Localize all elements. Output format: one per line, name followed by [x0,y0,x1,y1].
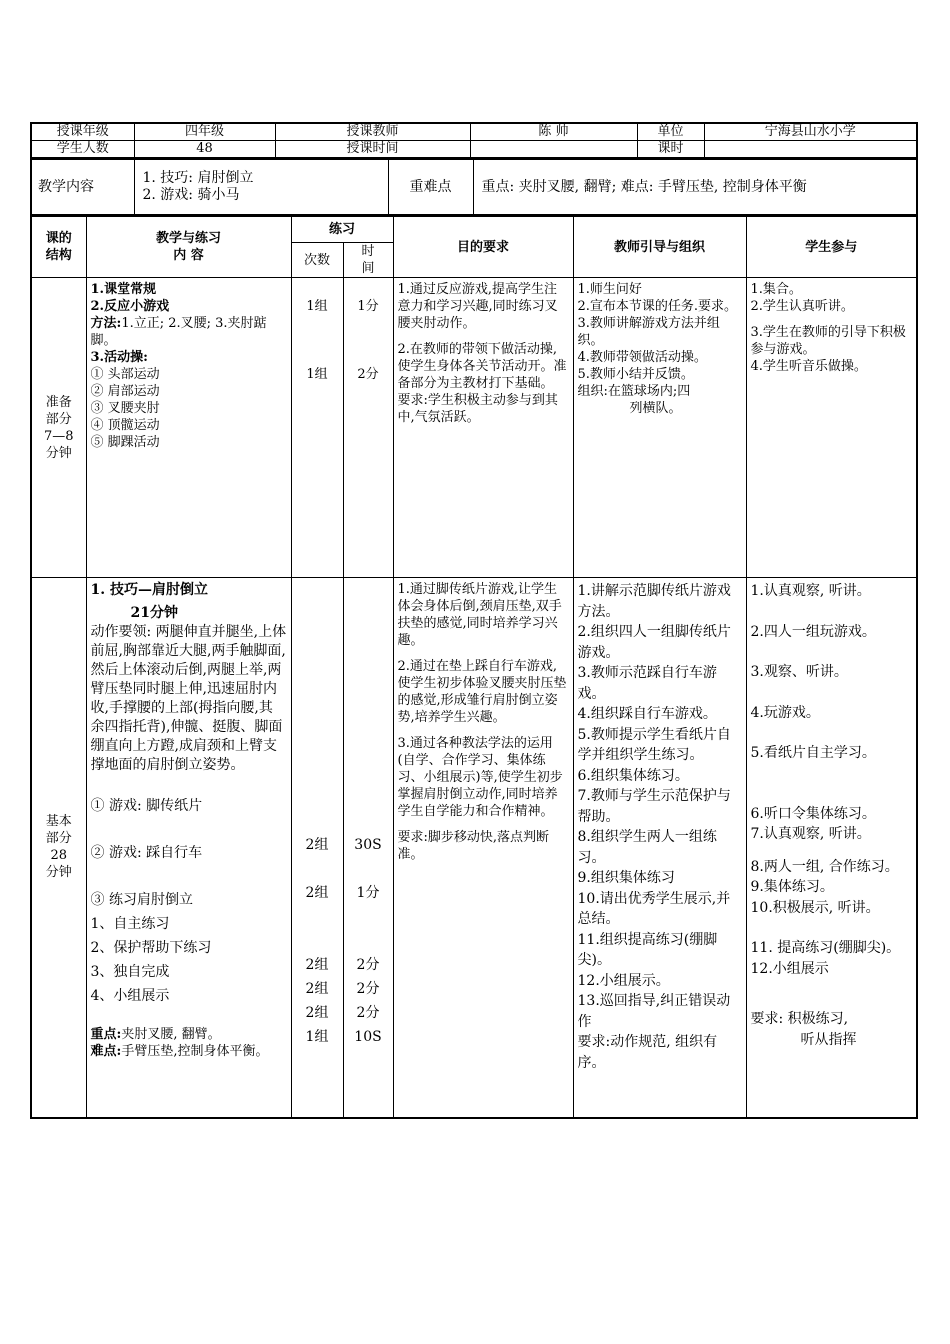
prep-item: 2.反应小游戏 [90,299,170,314]
prep-time: 1分 [357,299,379,314]
practice-step: 1、自主练习 [90,916,170,932]
lesson-plan-page [30,122,916,1119]
key-point [91,1026,287,1043]
students-label: 学生人数 [31,141,134,159]
practice-step: 2、保护帮助下练习 [90,940,212,956]
basic-guide [573,578,746,1118]
prep-exercise: ② 肩部运动 [90,384,160,399]
key-label: 重点: [90,1027,122,1042]
prep-goal: 1.通过反应游戏,提高学生注意力和学习兴趣,同时练习叉腰夹肘动作。 [397,282,558,331]
prep-guide [573,278,746,578]
basic-section-label: 基本 部分 28 分钟 [31,578,86,1118]
prep-guide-item: 3.教师讲解游戏方法并组织。 [577,316,720,348]
basic-guide-item: 11.组织提高练习(绷脚尖)。 [577,931,718,968]
practice-step: 3、独自完成 [90,964,170,980]
key-text: 夹肘叉腰, 翻臂。 [121,1027,221,1042]
diff-label: 难点: [90,1044,122,1059]
period-value [704,141,917,159]
grade-value: 四年级 [134,123,275,141]
basic-guide-item: 10.请出优秀学生展示,并总结。 [577,890,731,927]
time-value [470,141,637,159]
basic-guide-item: 4.组织踩自行车游戏。 [577,706,717,722]
basic-student-item: 6.听口令集体练习。 [750,805,876,822]
prep-exercise: ④ 顶髋运动 [90,418,160,433]
header-practice: 练习 [291,217,393,243]
basic-goal: 3.通过各种教法学法的运用(自学、合作学习、集体练习、小组展示)等,使学生初步掌握肩肘倒立动作,同时培养学生自学能力和合作精神。 [397,736,563,819]
header-structure: 课的 结构 [31,217,86,278]
prep-content [86,278,291,578]
basic-count: 1组 [305,1029,329,1045]
basic-guide-item: 9.组织集体练习 [577,870,675,886]
prep-item: 1.课堂常规 [90,282,157,297]
basic-guide-item: 13.巡回指导,纠正错误动作 [577,993,731,1030]
prep-goal: 要求:学生积极主动参与到其中,气氛活跃。 [397,393,558,425]
prep-guide-item: 5.教师小结并反馈。 [577,367,694,382]
skill-essentials: 动作要领: 两腿伸直并腿坐,上体前屈,胸部靠近大腿,两手触脚面,然后上体滚动后倒,两腿上举,两臂压垫同时腿上伸,迅速屈肘内收,手撑腰的上部(拇指向腰,其余四指托背),伸髋、挺腹、脚面绷直向上方蹬,成肩颈和上臂支撑地面的肩肘倒立姿势。 [90,624,287,773]
basic-guide-item: 7.教师与学生示范保护与帮助。 [577,788,731,825]
basic-counts [291,578,343,1118]
lesson-plan-table [30,216,918,1119]
prep-exercise: ⑤ 脚踝活动 [90,435,160,450]
prep-student-item: 1.集合。 [750,282,802,297]
prep-exercise: ③ 叉腰夹肘 [90,401,160,416]
content-label: 教学内容 [31,160,134,216]
basic-time: 2分 [356,1005,380,1021]
basic-guide-item: 5.教师提示学生看纸片自学并组织学生练习。 [577,726,731,763]
header-count: 次数 [291,243,343,278]
prep-student-item: 3.学生在教师的引导下积极参与游戏。 [750,325,906,357]
basic-student-item: 3.观察、听讲。 [750,664,848,680]
game-2: ② 游戏: 踩自行车 [90,845,203,861]
basic-count: 2组 [305,837,329,853]
prep-section-label: 准备 部分 7—8 分钟 [31,278,86,578]
basic-student-item: 要求: 积极练习, [750,1011,849,1027]
basic-student-item: 听从指挥 [800,1031,857,1048]
basic-count: 2组 [305,885,329,901]
prep-guide-item: 组织:在篮球场内;四 [577,384,691,399]
basic-student-item: 12.小组展示 [750,960,829,977]
content-items [134,160,388,216]
basic-goals [393,578,573,1118]
method-text: 1.立正; 2.叉腰; 3.夹肘踮脚。 [90,316,267,348]
teacher-label: 授课教师 [275,123,470,141]
unit-label: 单位 [637,123,704,141]
basic-student-item: 5.看纸片自主学习。 [750,745,876,761]
prep-times [343,278,393,578]
prep-counts [291,278,343,578]
method-label: 方法: [90,316,122,331]
prep-goal: 2.在教师的带领下做活动操,使学生身体各关节活动开。准备部分为主教材打下基础。 [397,342,567,391]
prep-goals [393,278,573,578]
period-label: 课时 [637,141,704,159]
difficulty-label: 重难点 [388,160,473,216]
basic-guide-item: 3.教师示范踩自行车游戏。 [577,665,717,702]
game-1: ① 游戏: 脚传纸片 [90,798,203,814]
basic-times [343,578,393,1118]
header-teaching-content: 教学与练习 内 容 [86,217,291,278]
basic-time: 30S [354,837,382,853]
basic-count: 2组 [305,1005,329,1021]
prep-item: 3.活动操: [90,350,148,365]
header-duration: 时 间 [343,243,393,278]
practice-step: 4、小组展示 [90,988,170,1004]
header-student-participation: 学生参与 [746,217,917,278]
difficulty-point [91,1043,287,1060]
prep-student-item: 2.学生认真听讲。 [750,299,854,314]
prep-method [91,315,287,349]
basic-student-item: 10.积极展示, 听讲。 [750,899,880,916]
content-item: 2. 游戏: 骑小马 [142,187,240,203]
skill-title: 1. 技巧—肩肘倒立 [90,582,208,598]
basic-count: 2组 [305,981,329,997]
teacher-value: 陈 帅 [470,123,637,141]
basic-count: 2组 [305,957,329,973]
time-label: 授课时间 [275,141,470,159]
prep-time: 2分 [357,367,379,382]
basic-goal: 2.通过在垫上踩自行车游戏,使学生初步体验叉腰夹肘压垫的感觉,形成雏行肩肘倒立姿势,培养学生兴趣。 [397,659,567,725]
header-teacher-guide: 教师引导与组织 [573,217,746,278]
prep-guide-item: 2.宣布本节课的任务.要求。 [577,299,738,314]
basic-time: 1分 [356,885,380,901]
skill-duration: 21分钟 [130,605,178,621]
basic-student-item: 7.认真观察, 听讲。 [750,826,871,842]
unit-value: 宁海县山水小学 [704,123,917,141]
prep-guide-item: 4.教师带领做活动操。 [577,350,707,365]
content-item: 1. 技巧: 肩肘倒立 [142,170,254,186]
basic-student-item: 1.认真观察, 听讲。 [750,583,871,599]
basic-guide-item: 12.小组展示。 [577,972,670,989]
prep-count: 1组 [306,299,328,314]
difficulty-value: 重点: 夹肘叉腰, 翻臂; 难点: 手臂压垫, 控制身体平衡 [473,160,917,216]
basic-student [746,578,917,1118]
prep-exercise: ① 头部运动 [90,367,160,382]
basic-content [86,578,291,1118]
students-value: 48 [134,141,275,159]
grade-label: 授课年级 [31,123,134,141]
header-goal: 目的要求 [393,217,573,278]
basic-guide-item: 6.组织集体练习。 [577,767,689,784]
basic-student-item: 2.四人一组玩游戏。 [750,623,876,640]
basic-student-item: 11. 提高练习(绷脚尖)。 [750,940,901,956]
basic-time: 2分 [356,981,380,997]
prep-student-item: 4.学生听音乐做操。 [750,359,867,374]
basic-guide-item: 要求:动作规范, 组织有序。 [577,1034,718,1071]
prep-guide-item: 列横队。 [629,401,682,416]
basic-student-item: 4.玩游戏。 [750,704,820,721]
prep-student [746,278,917,578]
basic-goal: 要求:脚步移动快,落点判断准。 [397,830,550,862]
basic-student-item: 9.集体练习。 [750,879,834,895]
basic-goal: 1.通过脚传纸片游戏,让学生体会身体后倒,颈肩压垫,双手扶垫的感觉,同时培养学习兴趣。 [397,582,562,648]
practice-title: ③ 练习肩肘倒立 [90,892,193,908]
basic-time: 2分 [356,957,380,973]
diff-text: 手臂压垫,控制身体平衡。 [121,1044,269,1059]
basic-guide-item: 2.组织四人一组脚传纸片游戏。 [577,624,731,661]
prep-count: 1组 [306,367,328,382]
basic-time: 10S [354,1029,382,1045]
prep-guide-item: 1.师生问好 [577,282,642,297]
basic-guide-item: 8.组织学生两人一组练习。 [577,829,717,866]
basic-student-item: 8.两人一组, 合作练习。 [750,858,899,875]
lesson-info-table [30,122,918,159]
teaching-content-table [30,159,918,216]
basic-guide-item: 1.讲解示范脚传纸片游戏方法。 [577,583,731,620]
